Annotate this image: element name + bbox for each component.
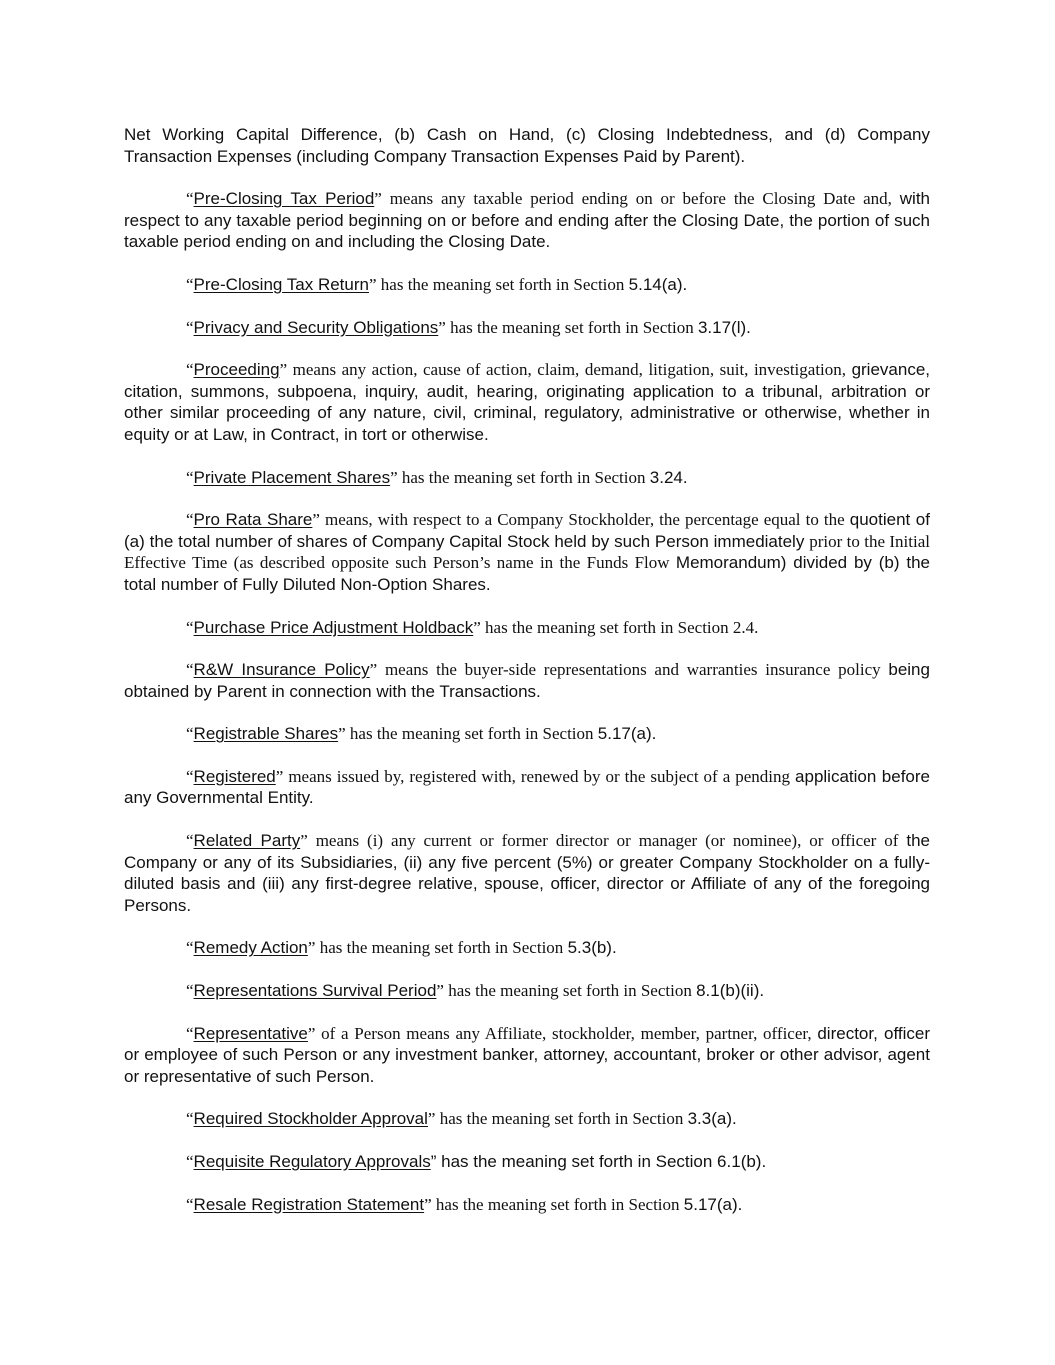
defined-term: Requisite Regulatory Approvals [193, 1152, 431, 1171]
definition-body: ” has the meaning set forth in Section 6.1(b). [430, 1152, 767, 1171]
intro-paragraph: Net Working Capital Difference, (b) Cash on Hand, (c) Closing Indebtedness, and (d) Company Transaction Expenses (including Company Transaction Expenses Paid by Parent). [124, 125, 930, 166]
definition-body: means issued by, registered with, renewed by or the subject of a pending [283, 766, 796, 786]
defined-term: Purchase Price Adjustment Holdback [193, 617, 474, 637]
section-reference: 3.3(a). [687, 1109, 737, 1129]
definition-body-cont: grievance, citation, summons, subpoena, inquiry, audit, hearing, originating application to a tribunal, arbitration or other similar proceeding of any nature, civil, criminal, regulatory, administrative or otherwise, whether in equity or at Law, in Contract, in tort or otherwise. [124, 360, 930, 444]
definition-requisite-regulatory-approvals: “Requisite Regulatory Approvals” has the meaning set forth in Section 6.1(b). [186, 1152, 767, 1171]
definition-body-cont-3: Memorandum) divided by (b) the total number of Fully Diluted Non-Option Shares. [124, 553, 930, 594]
defined-term: Pre-Closing Tax Return [193, 274, 369, 294]
defined-term: Private Placement Shares [193, 467, 391, 487]
definition-body-cont: application before any Governmental Entity. [124, 766, 930, 808]
definition-body: has the meaning set forth in Section [443, 981, 697, 1001]
definition-body-cont-2: prior to the Initial Effective Time (as described opposite such Person’s name in the Funds Flow [124, 531, 930, 573]
section-reference: 5.17(a). [683, 1194, 743, 1214]
definition-pro-rata-share: “Pro Rata Share” means, with respect to a Company Stockholder, the percentage equal to the quotient of (a) the total number of shares of Company Capital Stock held by such Person immediately prior to the Initial Effective Time (as described opposite such Person’s name in the Funds Flow Memorandum) divided by (b) the total number of Fully Diluted Non-Option Shares. [124, 510, 930, 594]
definition-body-cont: being obtained by Parent in connection with the Transactions. [124, 660, 930, 701]
defined-term: R&W Insurance Policy [193, 660, 370, 680]
definition-body: means (i) any current or former director or manager (or nominee), or officer of [307, 831, 907, 851]
definition-body-cont: the Company or any of its Subsidiaries, (ii) any five percent (5%) or greater Company Stockholder on a fully-diluted basis and (iii) any first-degree relative, spouse, officer, director or Affiliate of any of the foregoing Persons. [124, 831, 930, 915]
section-reference: 3.24. [649, 467, 688, 487]
section-reference: 8.1(b)(ii). [696, 981, 765, 1001]
defined-term: Privacy and Security Obligations [193, 317, 439, 337]
defined-term: Remedy Action [193, 938, 308, 958]
definition-registrable-shares: “Registrable Shares” has the meaning set forth in Section 5.17(a). [186, 724, 657, 744]
definition-private-placement-shares: “Private Placement Shares” has the meaning set forth in Section 3.24. [186, 467, 688, 487]
definition-body: means, with respect to a Company Stockholder, the percentage equal to the [319, 510, 850, 530]
definition-body: has the meaning set forth in Section [345, 724, 598, 744]
section-reference: 5.3(b). [567, 938, 617, 958]
section-reference: 5.17(a). [597, 724, 657, 744]
definition-body: has the meaning set forth in Section [435, 1109, 688, 1129]
definition-proceeding: “Proceeding” means any action, cause of action, claim, demand, litigation, suit, investigation, grievance, citation, summons, subpoena, inquiry, audit, hearing, originating application to a tribunal, arbitration or other similar proceeding of any nature, civil, criminal, regulatory, administrative or otherwise, whether in equity or at Law, in Contract, in tort or otherwise. [124, 360, 930, 444]
definition-body: of a Person means any Affiliate, stockholder, member, partner, officer, [315, 1023, 818, 1043]
defined-term: Representative [193, 1023, 308, 1043]
defined-term: Related Party [193, 831, 301, 851]
definition-pre-closing-tax-return: “Pre-Closing Tax Return” has the meaning set forth in Section 5.14(a). [186, 274, 688, 294]
defined-term: Registrable Shares [193, 724, 339, 744]
definition-body: has the meaning set forth in Section [431, 1194, 684, 1214]
definition-body: has the meaning set forth in Section [397, 467, 650, 487]
definition-purchase-price-adjustment-holdback: “Purchase Price Adjustment Holdback” has the meaning set forth in Section 2.4. [186, 617, 759, 637]
definition-rw-insurance-policy: “R&W Insurance Policy” means the buyer-side representations and warranties insurance policy being obtained by Parent in connection with the Transactions. [124, 660, 930, 701]
section-reference: 3.17(l). [697, 317, 751, 337]
defined-term: Required Stockholder Approval [193, 1109, 428, 1129]
defined-term: Resale Registration Statement [193, 1194, 425, 1214]
defined-term: Registered [193, 766, 276, 786]
definition-resale-registration-statement: “Resale Registration Statement” has the meaning set forth in Section 5.17(a). [186, 1194, 743, 1214]
section-reference: 5.14(a). [628, 274, 688, 294]
definition-body: means any action, cause of action, claim, demand, litigation, suit, investigation, [287, 360, 852, 380]
definition-required-stockholder-approval: “Required Stockholder Approval” has the meaning set forth in Section 3.3(a). [186, 1109, 737, 1129]
document-page [124, 124, 930, 1236]
defined-term: Pro Rata Share [193, 510, 313, 530]
definition-related-party: “Related Party” means (i) any current or former director or manager (or nominee), or officer of the Company or any of its Subsidiaries, (ii) any five percent (5%) or greater Company Stockholder on a fully-diluted basis and (iii) any first-degree relative, spouse, officer, director or Affiliate of any of the foregoing Persons. [124, 831, 930, 915]
definition-body-cont: director, officer or employee of such Person or any investment banker, attorney, accountant, broker or other advisor, agent or representative of such Person. [124, 1023, 930, 1086]
definition-privacy-security-obligations: “Privacy and Security Obligations” has the meaning set forth in Section 3.17(l). [186, 317, 751, 337]
definition-body: has the meaning set forth in Section [315, 938, 568, 958]
defined-term: Representations Survival Period [193, 981, 437, 1001]
definition-body-cont: with respect to any taxable period beginning on or before and ending after the Closing Date, the portion of such taxable period ending on and including the Closing Date. [124, 189, 931, 252]
definition-representative: “Representative” of a Person means any Affiliate, stockholder, member, partner, officer, director, officer or employee of such Person or any investment banker, attorney, accountant, broker or other advisor, agent or representative of such Person. [124, 1023, 930, 1086]
definition-representations-survival-period: “Representations Survival Period” has the meaning set forth in Section 8.1(b)(ii). [186, 981, 765, 1001]
definition-body: means the buyer-side representations and warranties insurance policy [377, 660, 889, 680]
definition-body: has the meaning set forth in Section 2.4. [480, 617, 759, 637]
defined-term: Proceeding [193, 360, 280, 380]
definition-remedy-action: “Remedy Action” has the meaning set forth in Section 5.3(b). [186, 938, 617, 958]
defined-term: Pre-Closing Tax Period [193, 189, 375, 209]
definition-body: has the meaning set forth in Section [376, 274, 629, 294]
definition-pre-closing-tax-period: “Pre-Closing Tax Period” means any taxable period ending on or before the Closing Date and, with respect to any taxable period beginning on or before and ending after the Closing Date, the portion of such taxable period ending on and including the Closing Date. [124, 189, 931, 252]
definition-body-cont: quotient of (a) the total number of shares of Company Capital Stock held by such Person immediately [124, 510, 930, 551]
definition-body: means any taxable period ending on or before the Closing Date and, [381, 189, 900, 209]
definition-body: has the meaning set forth in Section [445, 317, 698, 337]
definition-registered: “Registered” means issued by, registered with, renewed by or the subject of a pending application before any Governmental Entity. [124, 766, 930, 808]
